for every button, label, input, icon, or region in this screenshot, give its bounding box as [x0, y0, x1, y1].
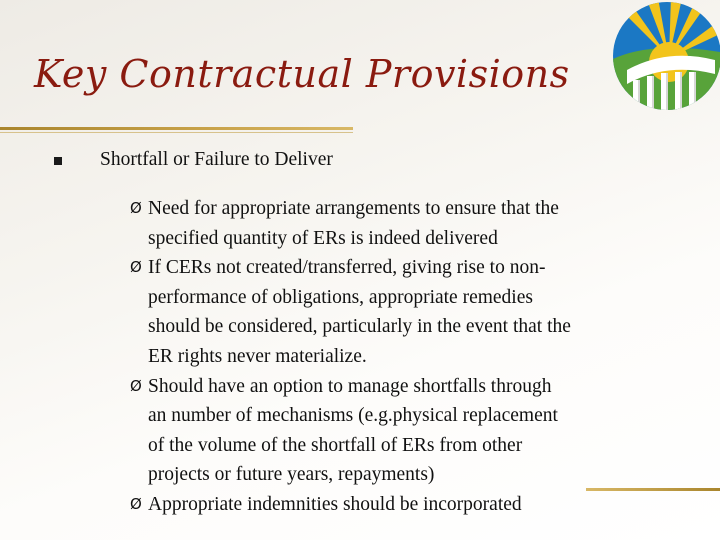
sub-bullet-line: Should have an option to manage shortfalls through	[148, 375, 552, 397]
sub-bullet-list	[130, 194, 690, 520]
sub-bullet-line: an number of mechanisms (e.g.physical replacement	[148, 405, 558, 427]
sub-bullet-line: should be considered, particularly in the event that the	[148, 316, 571, 338]
sub-bullet-arrangements	[130, 194, 690, 253]
sub-bullet-line: If CERs not created/transferred, giving rise to non-	[148, 257, 546, 279]
arrow-bullet-icon: Ø	[130, 494, 142, 513]
sub-bullet-line: projects or future years, repayments)	[148, 464, 435, 486]
slide-title: Key Contractual Provisions	[34, 52, 570, 96]
sun-over-landscape-logo	[607, 0, 720, 116]
arrow-bullet-icon: Ø	[130, 199, 142, 217]
arrow-bullet-icon: Ø	[130, 258, 142, 277]
sub-bullet-indemnities	[130, 490, 690, 520]
sub-bullet-line: Appropriate indemnities should be incorporated	[148, 493, 522, 515]
arrow-bullet-icon: Ø	[130, 376, 142, 395]
sub-bullet-line: Need for appropriate arrangements to ensure that the	[148, 198, 559, 219]
sub-bullet-mechanisms	[130, 372, 690, 490]
sub-bullet-line: of the volume of the shortfall of ERs from other	[148, 434, 523, 456]
square-bullet-icon	[54, 157, 62, 165]
sub-bullet-line: ER rights never materialize.	[148, 345, 367, 367]
title-underline	[0, 127, 353, 130]
title-underline-thin	[0, 132, 353, 133]
sub-bullet-remedies	[130, 253, 690, 371]
sub-bullet-line: specified quantity of ERs is indeed delivered	[148, 227, 498, 249]
bullet-shortfall-or-failure: Shortfall or Failure to Deliver	[100, 149, 333, 170]
sub-bullet-line: performance of obligations, appropriate remedies	[148, 286, 533, 308]
